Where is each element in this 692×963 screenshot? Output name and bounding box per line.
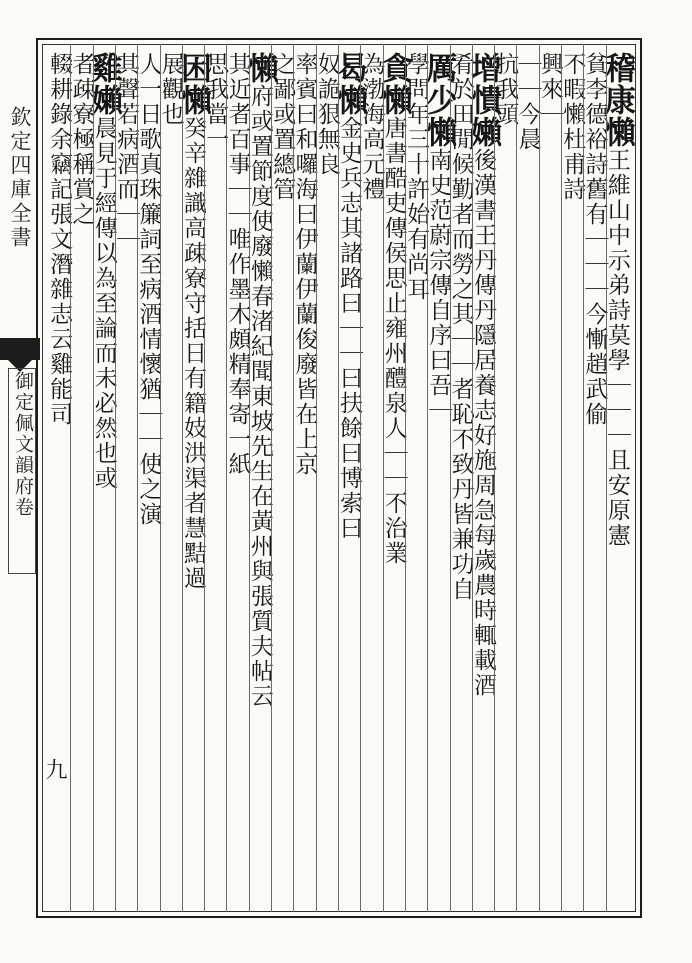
column-text: 南史范蔚宗傳自序曰吾｜ — [425, 148, 452, 423]
entry-headword: 懶 — [420, 116, 457, 148]
column-rule — [561, 44, 562, 912]
margin-book-title: 御定佩文韻府卷 — [8, 368, 36, 574]
column-rule — [271, 44, 272, 912]
page-margin — [0, 40, 40, 918]
column-text: 率賓曰和囉海曰伊蘭伊蘭俊廢皆在上京 — [291, 52, 318, 477]
folio-number: 九 — [42, 758, 67, 780]
column-text: 其近者百事｜｜唯作墨木頗精奉寄一紙 — [224, 52, 251, 477]
column-text: 金史兵志其諸路曰｜｜曰扶餘曰博索曰 — [336, 116, 363, 541]
column-text: 唐書酷吏傳侯思止雍州醴泉人｜｜不治業 — [380, 116, 407, 566]
column-text: 晨見于經傳以為至論而未必然也或 — [90, 116, 117, 491]
column-rule — [472, 44, 473, 912]
column-rule — [226, 44, 227, 912]
entry-headword: 懶 — [175, 84, 211, 116]
entry-heading: 貪 — [375, 52, 412, 84]
entry-headword: 懶 — [375, 84, 412, 116]
column-rule — [405, 44, 406, 912]
entry-heading: 厲少 — [420, 52, 457, 116]
column-text: 展觀也 — [157, 52, 184, 127]
column-text: 者疎寮極稱賞之 — [68, 52, 95, 227]
column-rule — [539, 44, 540, 912]
column-text: 輟耕錄余竊記張文潛雜志云雞能司 — [46, 52, 73, 427]
column-rule — [182, 44, 183, 912]
column-text: 肴於田閒候勤者而勞之其｜｜者恥不致丹皆兼功自 — [447, 52, 474, 602]
entry-headword: 懶 — [331, 84, 368, 116]
column-rule — [293, 44, 294, 912]
column-text: 奴詭狠無良 — [313, 52, 340, 177]
column-rule — [115, 44, 116, 912]
column-text: 學問年三十許始有尚耳 — [403, 52, 430, 302]
margin-title: 欽定四庫全書 — [8, 106, 32, 250]
entry-heading: 曷 — [331, 52, 368, 84]
column-rule — [160, 44, 161, 912]
column-text: 思我當一 — [202, 52, 229, 152]
column-text: 王維山中示弟詩莫學｜｜｜且安原憲 — [603, 148, 630, 548]
column-rule — [70, 44, 71, 912]
entry-heading: 稽康 — [598, 52, 635, 116]
column-rule — [93, 44, 94, 912]
column-rule — [494, 44, 495, 912]
entry-headword: 懶 — [241, 52, 278, 84]
fish-tail-ornament — [0, 338, 40, 360]
column-rule — [516, 44, 517, 912]
column-text: 貧李德裕詩舊有｜｜｜今慚趙武偷 — [581, 52, 608, 427]
entry-heading: 雞 — [85, 52, 122, 84]
column-text: ｜｜今晨 — [514, 52, 541, 152]
column-text: 人一日歌真珠簾詞至病酒情懷猶｜｜使之演 — [135, 52, 162, 527]
column-text: 抗我頭 — [492, 52, 519, 127]
column-rule — [137, 44, 138, 912]
column-rule — [606, 44, 607, 912]
entry-heading: 困 — [175, 52, 211, 84]
column-text: 癸辛雜識高疎寮守括日有籍妓洪渠者慧黠過 — [180, 116, 206, 591]
column-text: 其聲若病酒而｜｜ — [113, 52, 140, 252]
column-rule — [338, 44, 339, 912]
entry-headword: 嬾 — [465, 116, 501, 148]
column-rule — [583, 44, 584, 912]
column-rule — [249, 44, 250, 912]
column-rule — [316, 44, 317, 912]
column-text: 府或置節度使廢懶春渚紀聞東坡先生在黃州與張質夫帖云 — [246, 84, 273, 709]
entry-headword: 嬾 — [85, 84, 122, 116]
column-rule — [450, 44, 451, 912]
entry-headword: 懶 — [598, 116, 635, 148]
column-text: 為渤海高元禮 — [358, 52, 385, 202]
column-text: 後漢書王丹傳丹隱居養志好施周急每歲農時輒載酒 — [470, 148, 496, 698]
column-rule — [427, 44, 428, 912]
column-text: 不暇懶杜甫詩 — [559, 52, 586, 202]
column-rule — [383, 44, 384, 912]
entry-heading: 增憒 — [465, 52, 501, 116]
column-text: 興來｜ — [536, 52, 563, 127]
column-text: 之鄙或置總管 — [269, 52, 296, 202]
column-rule — [360, 44, 361, 912]
column-rule — [204, 44, 205, 912]
